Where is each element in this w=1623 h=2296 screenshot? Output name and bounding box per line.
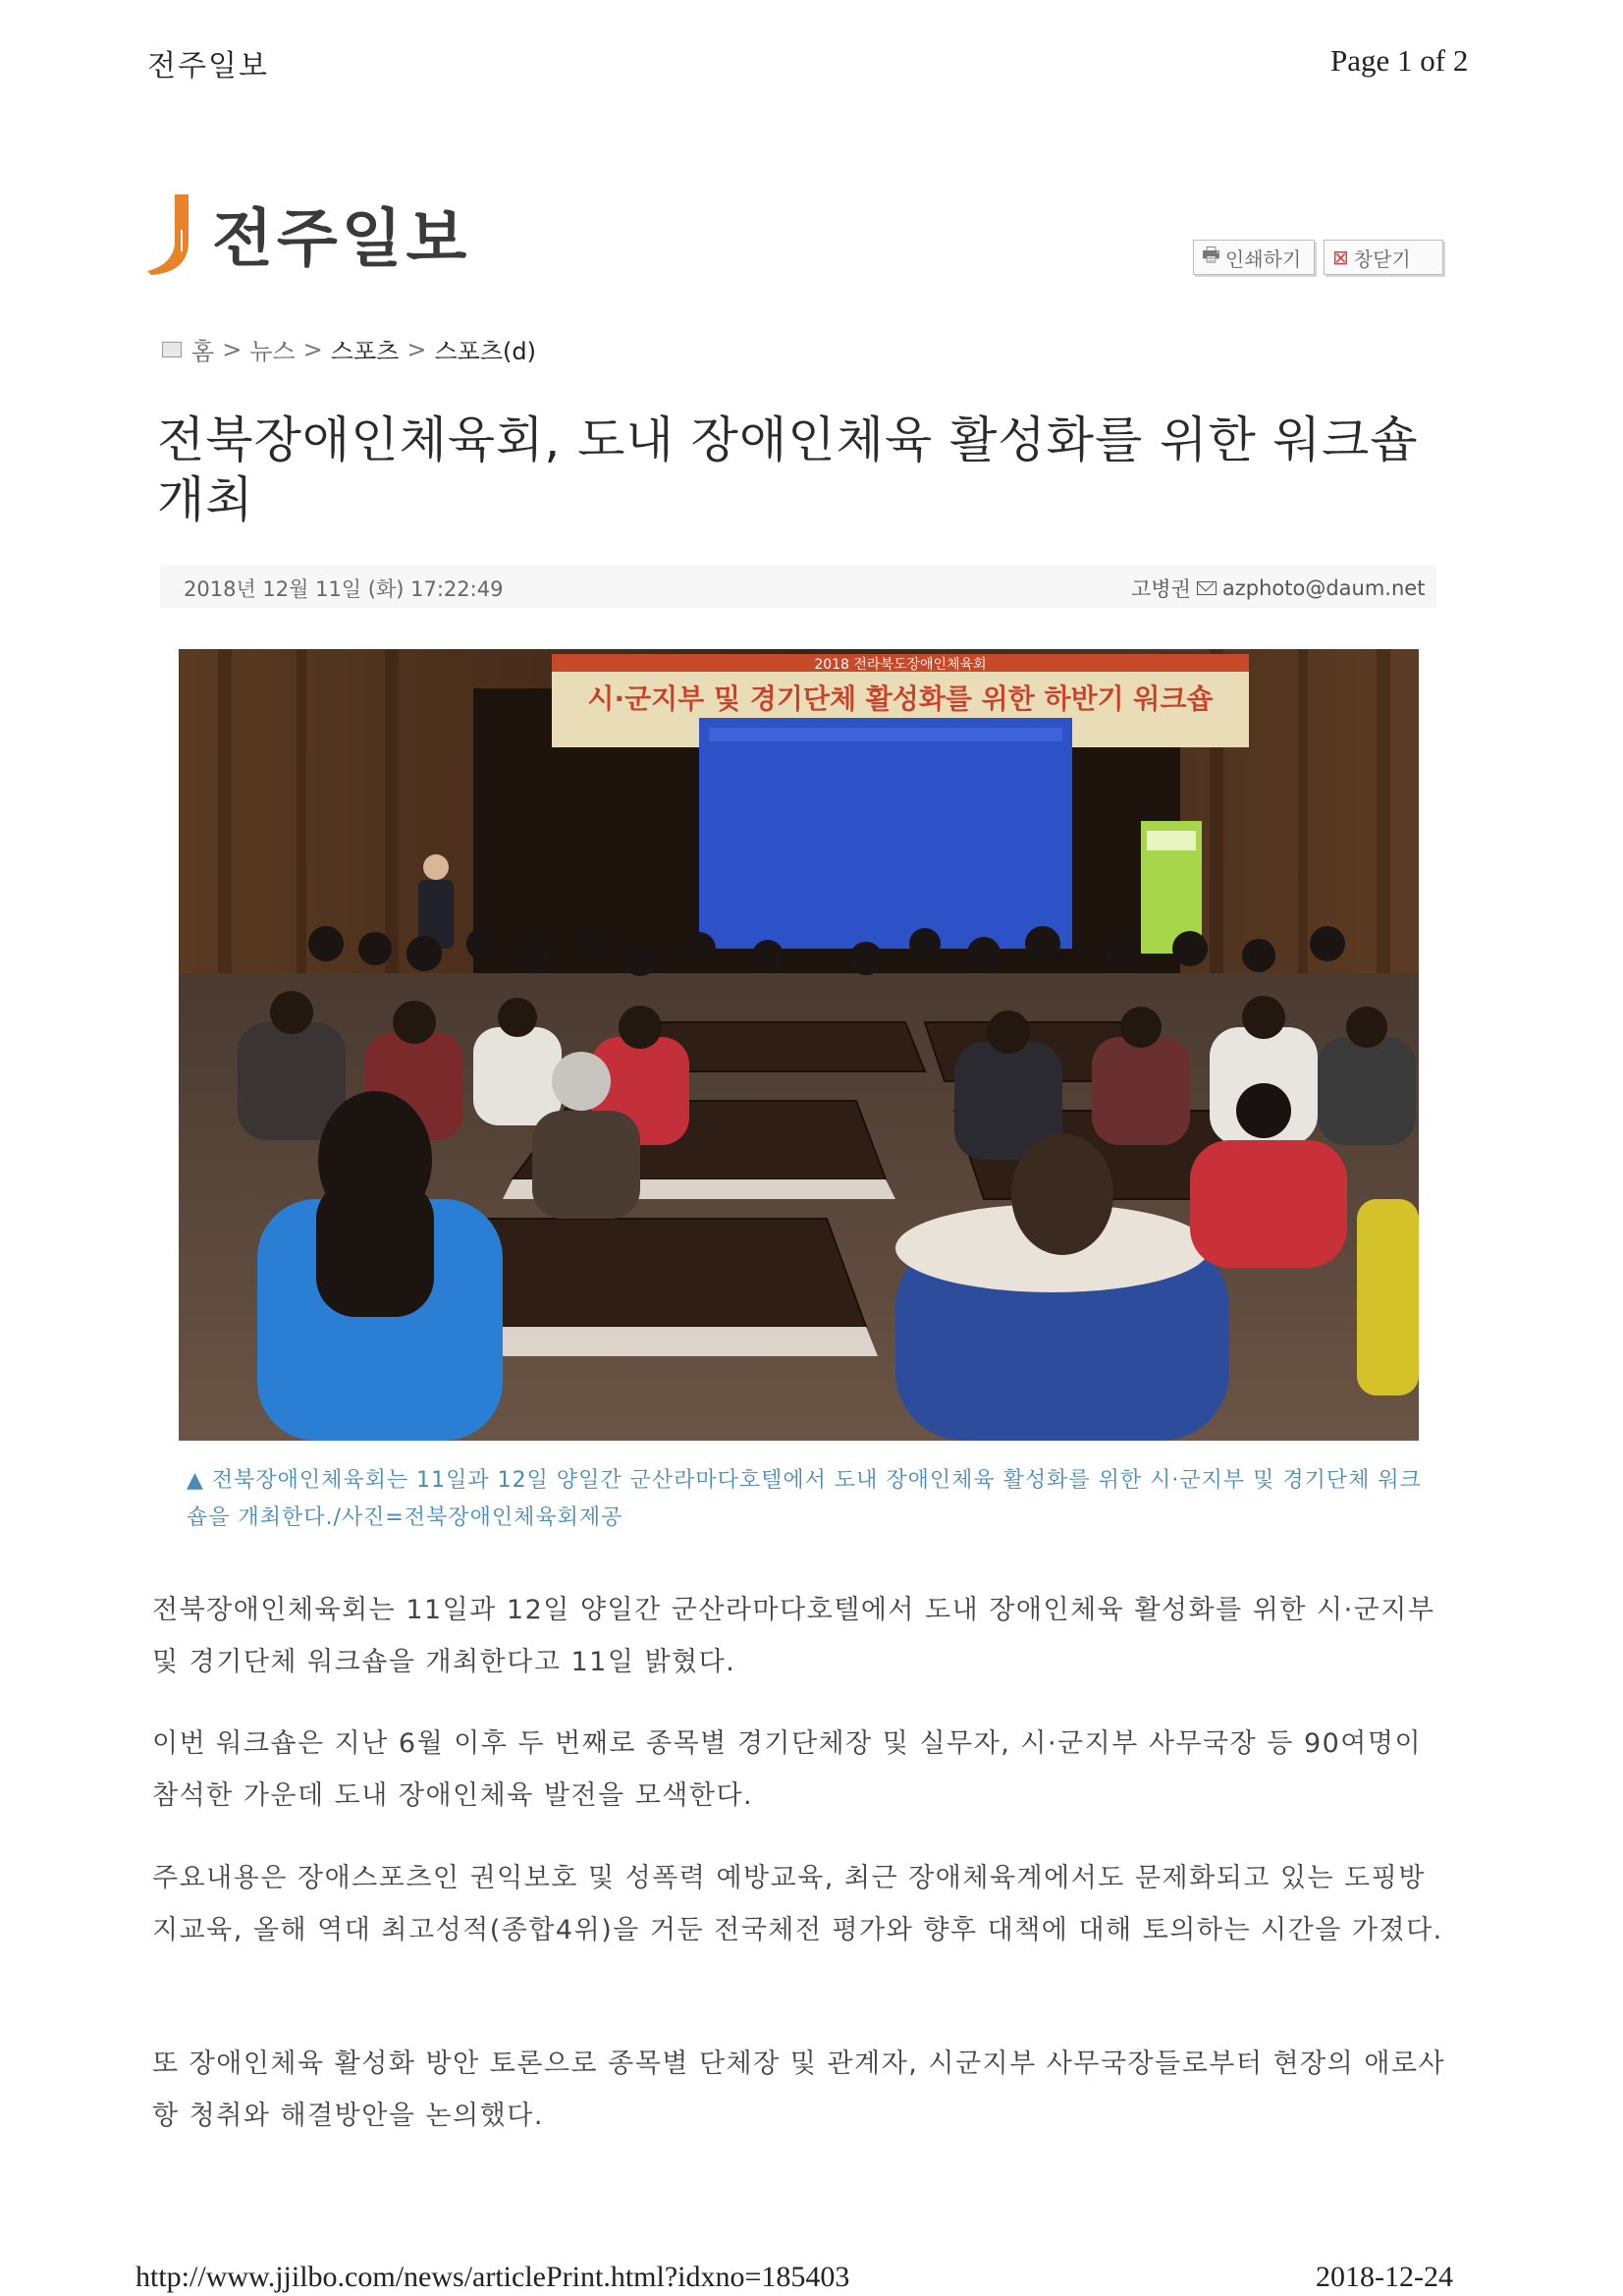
breadcrumb (162, 332, 536, 366)
author-name: 고병권 (1131, 577, 1191, 601)
breadcrumb-item-news[interactable]: 뉴스 (249, 338, 296, 365)
close-icon: ⊠ (1332, 246, 1349, 269)
photo-banner-text: 시·군지부 및 경기단체 활성화를 위한 하반기 워크숍 (587, 683, 1214, 715)
mail-icon (1197, 581, 1217, 595)
print-button-label: 인쇄하기 (1224, 246, 1302, 271)
article-paragraph: 주요내용은 장애스포츠인 권익보호 및 성폭력 예방교육, 최근 장애체육계에서도 문제화되고 있는 도핑방지교육, 올해 역대 최고성적(종합4위)을 거둔 전국체전 평가와 향후 대책에 대해 토의하는 시간을 가졌다. (152, 1863, 1443, 1945)
logo-text: 전주일보 (212, 203, 471, 276)
print-header-page-indicator: Page 1 of 2 (1330, 43, 1469, 78)
breadcrumb-separator: > (222, 335, 243, 363)
article-date: 2018년 12월 11일 (화) 17:22:49 (184, 577, 504, 601)
author-email[interactable]: azphoto@daum.net (1221, 576, 1426, 600)
print-footer-url: http://www.jjilbo.com/news/articlePrint.html?idxno=185403 (135, 2261, 850, 2293)
breadcrumb-item-sports-d[interactable]: 스포츠(d) (434, 338, 536, 365)
close-window-button[interactable] (1324, 240, 1443, 275)
article-paragraph: 이번 워크숍은 지난 6월 이후 두 번째로 종목별 경기단체장 및 실무자, 시·군지부 사무국장 등 90여명이 참석한 가운데 도내 장애인체육 발전을 모색한다. (152, 1728, 1423, 1811)
print-header-site-name: 전주일보 (147, 49, 269, 83)
article-photo (179, 649, 1419, 1441)
caption-triangle-icon: ▲ (187, 1468, 204, 1493)
breadcrumb-separator: > (406, 335, 427, 363)
article-byline (1131, 574, 1425, 603)
site-logo[interactable] (145, 189, 470, 279)
workshop-photo-illustration (179, 649, 1419, 1441)
photo-caption-text: 전북장애인체육회는 11일과 12일 양일간 군산라마다호텔에서 도내 장애인체육 활성화를 위한 시·군지부 및 경기단체 워크숍을 개최한다./사진=전북장애인체육회제공 (187, 1468, 1422, 1530)
article-title: 전북장애인체육회, 도내 장애인체육 활성화를 위한 워크숍 개최 (157, 411, 1419, 528)
article-paragraph: 전북장애인체육회는 11일과 12일 양일간 군산라마다호텔에서 도내 장애인체육 활성화를 위한 시·군지부 및 경기단체 워크숍을 개최한다고 11일 밝혔다. (152, 1595, 1435, 1677)
breadcrumb-item-sports[interactable]: 스포츠 (330, 338, 400, 365)
photo-banner-small-text: 2018 전라북도장애인체육회 (814, 657, 987, 673)
article-paragraph: 또 장애인체육 활성화 방안 토론으로 종목별 단체장 및 관계자, 시군지부 사무국장들로부터 현장의 애로사항 청취와 해결방안을 논의했다. (152, 2049, 1446, 2131)
home-icon (162, 342, 182, 357)
printer-icon: 🖶 (1202, 243, 1220, 266)
print-button[interactable] (1193, 240, 1315, 275)
breadcrumb-item-home[interactable]: 홈 (191, 338, 215, 365)
photo-caption (187, 1462, 1434, 1537)
breadcrumb-separator: > (302, 335, 323, 363)
print-footer-date: 2018-12-24 (1316, 2261, 1453, 2293)
close-button-label: 창닫기 (1353, 246, 1411, 271)
pen-nib-logo-icon (145, 191, 198, 277)
